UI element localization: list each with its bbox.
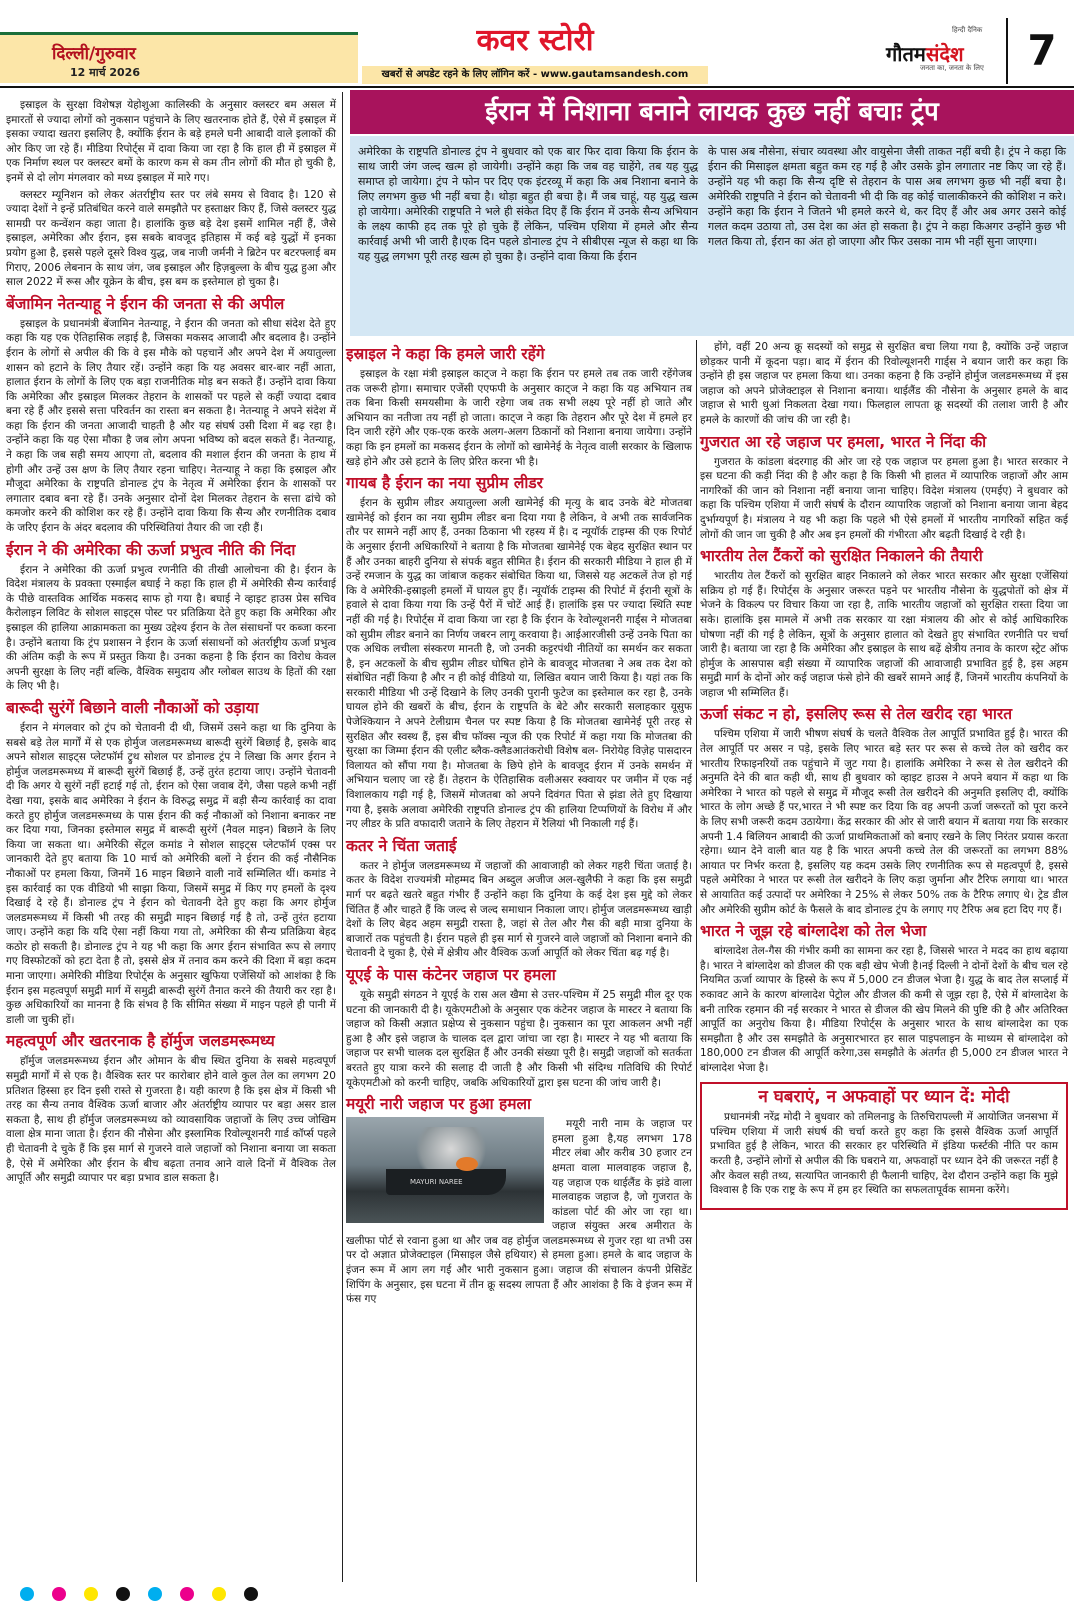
newspaper-logo (886, 40, 964, 67)
website-tagline[interactable]: खबरों से अपडेट रहने के लिए लॉगिन करें - www.gautamsandesh.com (362, 66, 708, 84)
subheading: गायब है ईरान का नया सुप्रीम लीडर (346, 474, 544, 493)
subheading: बेंजामिन नेतन्याहू ने ईरान की जनता से की अपील (6, 294, 285, 313)
ship-photo (346, 1117, 544, 1223)
subheading: भारतीय तेल टैंकरों को सुरक्षित निकालने की तैयारी (700, 547, 983, 566)
paragraph: इस्राइल के सुरक्षा विशेषज्ञ येहोशुआ कालिस्की के अनुसार क्लस्टर बम असल में इमारतों से ज्यादा लोगों को नुकसान पहुंचाने के लिए खतरनाक होते हैं, ऐसे में इस्राइल में इसका ज्यादा खतरा इसलिए है, क्योंकि ईरान के बड़े हमले घनी आबादी वाले इलाकों की ओर किए जा रहे हैं। मीडिया रिपोर्ट्स में दावा किया जा रहा है कि हाल ही में इस्राइल में एक निर्माण स्थल पर क्लस्टर बमों के कारण कम से कम तीन लोगों की मौत हो चुकी है, इनमें से दो लोग मंगलवार को मध्य इस्राइल में मारे गए। (6, 99, 336, 184)
subheading: यूएई के पास कंटेनर जहाज पर हमला (346, 965, 556, 984)
main-headline: ईरान में निशाना बनाने लायक कुछ नहीं बचाः ट्रंप (350, 90, 1074, 134)
paragraph: कतर ने होर्मुज जलडमरूमध्य में जहाजों की आवाजाही को लेकर गहरी चिंता जताई है। कतर के विदेश राज्यमंत्री मोहम्मद बिन अब्दुल अजीज अल-खुलैफी ने कहा कि इस समुद्री मार्ग पर बढ़ते खतरे बहुत गंभीर हैं उन्होंने कहा कि दुनिया के कई देश इस मुद्दे को लेकर चिंतित हैं और चाहते हैं कि जल्द से जल्द समाधान निकाला जाए। होर्मुज जलडमरूमध्य खाड़ी देशों के लिए बेहद अहम समुद्री रास्ता है, जहां से तेल और गैस की बड़ी मात्रा दुनिया के बाजारों तक पहुंचती है। ईरान पहले ही इस मार्ग से गुजरने वाले जहाजों को निशाना बनाने की चेतावनी दे चुका है, ऐसे में क्षेत्रीय और वैश्विक ऊर्जा आपूर्ति को लेकर चिंता बढ़ गई है। (346, 859, 692, 960)
magenta-dot (52, 1587, 66, 1601)
column-divider (696, 340, 697, 1582)
paragraph: हॉर्मुज जलडमरूमध्य ईरान और ओमान के बीच स्थित दुनिया के सबसे महत्वपूर्ण समुद्री मार्गों में से एक है। वैश्विक स्तर पर कारोबार होने वाले कुल तेल का लगभग 20 प्रतिशत हिस्सा हर दिन इसी रास्ते से गुजरता है। यही कारण है कि इस क्षेत्र में किसी भी तरह का सैन्य तनाव वैश्विक ऊर्जा बाजार और अंतर्राष्ट्रीय व्यापार पर बड़ा असर डाल सकता है, साथ ही हॉर्मुज जलडमरूमध्य को व्यावसायिक जहाजों के लिए उच्च जोखिम वाला क्षेत्र माना जाता है। ईरान की नौसेना और इस्लामिक रिवोल्यूशनरी गार्ड कॉर्प्स पहले ही चेतावनी दे चुके हैं कि इस मार्ग से गुजरने वाले जहाजों को निशाना बनाया जा सकता है, ऐसे में अमेरिका और ईरान के बीच बढ़ता तनाव आने वाले दिनों में वैश्विक तेल आपूर्ति और समुद्री व्यापार पर बड़ा प्रभाव डाल सकता है। (6, 1055, 336, 1185)
cyan-dot (20, 1587, 34, 1601)
yellow-dot (84, 1587, 98, 1601)
paragraph: पश्चिम एशिया में जारी भीषण संघर्ष के चलते वैश्विक तेल आपूर्ति प्रभावित हुई है। भारत की तेल आपूर्ति पर असर न पड़े, इसके लिए भारत बड़े स्तर पर रूस से कच्चे तेल को खरीद कर भारतीय रिफाइनरियों तक पहुंचाने में जुट गया है। हालांकि अमेरिका ने रूस से तेल खरीदने की अनुमति देने की बात कही थी, साथ ही बुधवार को व्हाइट हाउस ने अपने बयान में कहा था कि अमेरिका ने भारत को पहले से समुद्र में मौजूद रूसी तेल खरीदने की अनुमति इसलिए दी, क्योंकि भारत के लोग अच्छे हैं पर,भारत ने भी स्पष्ट कर दिया कि वह अपनी ऊर्जा जरूरतों को पूरा करने के लिए सभी जरूरी कदम उठायेगा। केंद्र सरकार की ओर से जारी बयान में बताया गया कि सरकार अपनी 1.4 बिलियन आबादी की ऊर्जा प्राथमिकताओं को बनाए रखने के लिए निरंतर प्रयास करता रहेगा। ध्यान देने वाली बात यह है कि भारत अपनी कच्चे तेल की जरूरतों का लगभग 88% आयात पर निर्भर करता है, इसलिए यह कदम उसके लिए रणनीतिक रूप से महत्वपूर्ण है, इससे पहले अमेरिका ने भारत पर रूसी तेल खरीदने के लिए कड़ा जुर्माना और टैरिफ लगाया था। भारत से आयातित कई उत्पादों पर अमेरिका ने 25% से लेकर 50% तक के टैरिफ लगाए थे। ट्रेड डील और अमेरिकी सुप्रीम कोर्ट के फैसले के बाद डोनाल्ड ट्रंप के लगाए गए टैरिफ अब हटा दिए गए हैं। (700, 728, 1068, 916)
box-paragraph: प्रधानमंत्री नरेंद्र मोदी ने बुधवार को तमिलनाडु के तिरुचिरापल्ली में आयोजित जनसभा में पश्चिम एशिया में जारी संघर्ष की चर्चा करते हुए कहा कि इससे वैश्विक ऊर्जा आपूर्ति प्रभावित हुई है लेकिन, भारत की सरकार हर परिस्थिति में इंडिया फर्स्टकी नीति पर काम करती है, उन्होंने लोगों से अपील की कि घबराने या, अफवाहों पर ध्यान देने की जरूरत नहीं है और केवल सही तथ्य, सत्यापित जानकारी ही फैलानी चाहिए, देश दौरान उन्होंने कहा कि मुझे विश्वास है कि एक राष्ट्र के रूप में हम हर स्थिति का सफलतापूर्वक सामना करेंगे। (710, 1111, 1058, 1197)
ship-name: MAYURI NAREE (410, 1178, 463, 1187)
subheading: गुजरात आ रहे जहाज पर हमला, भारत ने निंदा की (700, 432, 987, 451)
paragraph: होंगे, वहीं 20 अन्य क्रू सदस्यों को समुद्र से सुरक्षित बचा लिया गया है, क्योंकि उन्हें जहाज छोड़कर पानी में कूदना पड़ा। बाद में ईरान की रिवोल्यूशनरी गार्ड्स ने बयान जारी कर कहा कि उन्होंने ही इस जहाज पर हमला किया था। उनका कहना है कि उन्होंने होर्मुज जलडमरूमध्य में इस जहाज को अपने प्रोजेक्टाइल से निशाना बनाया। थाईलैंड की नौसेना के अनुसार हमले के बाद जहाज से भारी धुआं निकलता देखा गया। फिलहाल लापता क्रू सदस्यों की तलाश जारी है और हमले के कारणों की जांच की जा रही है। (700, 341, 1068, 426)
issue-date: 12 मार्च 2026 (70, 66, 140, 79)
date-strip (0, 32, 358, 83)
paragraph: गुजरात के कांडला बंदरगाह की ओर जा रहे एक जहाज पर हमला हुआ है। भारत सरकार ने इस घटना की कड़ी निंदा की है और कहा है कि किसी भी हालत में व्यापारिक जहाजों और आम नागरिकों की जान को निशाना नहीं बनाया जाना चाहिए। विदेश मंत्रालय (एमईए) ने बुधवार को कहा कि पश्चिम एशिया में जारी संघर्ष के दौरान व्यापारिक जहाजों को निशाना बनाया जाना बेहद दुर्भाग्यपूर्ण है। मंत्रालय ने यह भी कहा कि पहले भी ऐसे हमलों में भारतीय नागरिकों सहित कई लोगों की जान जा चुकी है और अब इन हमलों की गंभीरता और बढ़ती दिखाई दे रही है। (700, 455, 1068, 541)
paragraph: यूके समुद्री संगठन ने यूएई के रास अल खैमा से उत्तर-पश्चिम में 25 समुद्री मील दूर एक घटना की जानकारी दी है। यूकेएमटीओ के अनुसार एक कंटेनर जहाज के मास्टर ने बताया कि जहाज को किसी अज्ञात प्रक्षेप्य से नुकसान पहुंचा है। नुकसान का पूरा आकलन अभी नहीं हुआ है और इसे जहाज के चालक दल द्वारा जांचा जा रहा है। मास्टर ने यह भी बताया कि जहाज पर सभी चालक दल सुरक्षित हैं और उनकी संख्या पूरी है। समुद्री जहाजों को सतर्कता बरतते हुए यात्रा करने की सलाह दी जाती है और किसी भी संदिग्ध गतिविधि की रिपोर्ट यूकेएमटीओ को करनी चाहिए, जबकि अधिकारियों द्वारा इस घटना की जांच जारी है। (346, 988, 692, 1089)
subheading: महत्वपूर्ण और खतरनाक है हॉर्मुज जलडमरूमध्य (6, 1032, 275, 1051)
yellow-dot (212, 1587, 226, 1601)
column-1 (6, 98, 336, 1188)
lead-right: के पास अब नौसेना, संचार व्यवस्था और वायुसेना जैसी ताकत नहीं बची है। ट्रंप ने कहा कि ईरान की मिसाइल क्षमता बहुत कम रह गई है और उसके ड्रोन लगातार नष्ट किए जा रहे हैं। उन्होंने यह भी कहा कि सैन्य दृष्टि से तेहरान के पास अब लगभग कुछ भी नहीं बचा है।अमेरिकी राष्ट्रपति ने ईरान को चेतावनी भी दी कि वह कोई चालाकीकरने की कोशिश न करे। उन्होंने कहा कि ईरान ने जितने भी हमले करने थे, कर दिए हैं और अब अगर उसने कोई गलत कदम उठाया तो, उस देश का अंत हो सकता है। ट्रंप ने कहा किअगर उन्होंने कुछ भी गलत किया तो, ईरान का अंत हो जाएगा और फिर उसका नाम भी नहीं सुना जाएगा। (708, 145, 1066, 248)
subheading: इस्राइल ने कहा कि हमले जारी रहेंगे (346, 345, 545, 363)
paragraph: मयूरी नारी नाम के जहाज पर हमला हुआ है,यह लगभग 178 मीटर लंबा और करीब 30 हजार टन क्षमता वाला मालवाहक जहाज है, यह जहाज एक थाईलैंड के झंडे वाला मालवाहक जहाज है, जो गुजरात के कांडला पोर्ट की ओर जा रहा था। जहाज संयुक्त अरब अमीरात के खलीफा पोर्ट से रवाना हुआ था और जब वह होर्मुज जलडमरूमध्य से गुजर रहा था तभी उस पर दो अज्ञात प्रोजेक्टाइल (मिसाइल जैसे हथियार) से हमला हुआ। हमले के बाद जहाज के इंजन रूम में आग लग गई और भारी नुकसान हुआ। जहाज की संचालन कंपनी प्रेसिडेंट शिपिंग के अनुसार, इस घटना में तीन क्रू सदस्य लापता हैं और आशंका है कि वे इंजन रूम में फंस गए (346, 1118, 692, 1306)
paragraph: भारतीय तेल टैंकरों को सुरक्षित बाहर निकालने को लेकर भारत सरकार और सुरक्षा एजेंसियां सक्रिय हो गई हैं। रिपोर्ट्स के अनुसार जरूरत पड़ने पर भारतीय नौसेना के युद्धपोतों को क्षेत्र में भेजने के विकल्प पर विचार किया जा रहा है, ताकि भारतीय जहाजों को सुरक्षित रास्ता दिया जा सके। हालांकि इस मामले में अभी तक सरकार या रक्षा मंत्रालय की ओर से कोई आधिकारिक घोषणा नहीं की गई है लेकिन, सूत्रों के अनुसार हालात को देखते हुए संभावित रणनीति पर चर्चा जारी है। बताया जा रहा है कि अमेरिका और इस्राइल के साथ बढ़ें क्षेत्रीय तनाव के कारण स्ट्रेट ऑफ होर्मुज के आसपास बड़ी संख्या में व्यापारिक जहाजों की आवाजाही प्रभावित हुई है, इस अहम समुद्री मार्ग के दोनों ओर कई जहाज फंसे होने की खबरें सामने आई हैं, जिनमें भारतीय कंपनियों के जहाज भी सम्मिलित हैं। (700, 570, 1068, 699)
paragraph: बांग्लादेश तेल-गैस की गंभीर कमी का सामना कर रहा है, जिससे भारत ने मदद का हाथ बढ़ाया है। भारत ने बांग्लादेश को डीजल की एक बड़ी खेप भेजी है।नई दिल्ली ने दोनों देशों के बीच चल रहे नियमित ऊर्जा व्यापार के हिस्से के रूप में 5,000 टन डीजल भेजा है। युद्ध के बाद तेल सप्लाई में रुकावट आने के कारण बांग्लादेश पेट्रोल और डीजल की कमी से जूझ रहा है, ऐसे में बांग्लादेश के बनी तारिक रहमान की नई सरकार ने भारत से डीजल की खेप मिलने की पुष्टि की है और अतिरिक्त आपूर्ति का अनुरोध किया है। मीडिया रिपोर्ट्स के अनुसार भारत के साथ बांग्लादेश का एक समझौता है और उस समझौते के अनुसारभारत हर साल पाइपलाइन के माध्यम से बांग्लादेश को 180,000 टन डीजल की आपूर्ति करेगा,उस समझौते के अंतर्गत ही 5,000 टन डीजल भारत ने बांग्लादेश भेजा है। (700, 945, 1068, 1074)
paragraph: ईरान ने अमेरिका की ऊर्जा प्रभुत्व रणनीति की तीखी आलोचना की है। ईरान के विदेश मंत्रालय के प्रवक्ता एस्माईल बघाई ने कहा कि हाल ही में अमेरिकी सैन्य कार्रवाई के पीछे वास्तविक आर्थिक मकसद साफ हो गया है। बघाई ने व्हाइट हाउस प्रेस सचिव कैरोलाइन लिविट के सोशल साइट्स पोस्ट पर प्रतिक्रिया देते हुए कहा कि अमेरिका और इस्राइल की हालिया आक्रामकता का मुख्य उद्देश्य ईरान के तेल संसाधनों पर कब्जा करना है। उन्होंने बताया कि ट्रंप प्रशासन ने ईरान के ऊर्जा संसाधनों को अंतर्राष्ट्रीय ऊर्जा प्रभुत्व की अंतिम कड़ी के रूप में प्रस्तुत किया है। उनका कहना है कि ईरान का विरोध केवल अपनी सुरक्षा के लिए नहीं बल्कि, वैश्विक समुदाय और ग्लोबल साउथ के हितों की रक्षा के लिए भी है। (6, 563, 336, 693)
paragraph: ईरान के सुप्रीम लीडर अयातुल्ला अली खामेनेई की मृत्यु के बाद उनके बेटे मोजतबा खामेनेई को ईरान का नया सुप्रीम लीडर बना दिया गया है लेकिन, वे अभी तक सार्वजनिक तौर पर सामने नहीं आए हैं, उनका ठिकाना भी रहस्य में है। द न्यूयॉर्क टाइम्स की एक रिपोर्ट के अनुसार ईरानी अधिकारियों ने बताया है कि मोजतबा खामेनेई एक बेहद सुरक्षित स्थान पर हैं और उनका बाहरी दुनिया से संपर्क बहुत सीमित है। ईरान की सरकारी मीडिया ने हाल ही में उन्हें रमजान के युद्ध का जांबाज कहकर संबोधित किया था, जिससे यह अटकलें तेज हो गई कि वे अमेरिकी-इस्राइली हमलों में घायल हुए हैं। न्यूयॉर्क टाइम्स की रिपोर्ट में ईरानी सूत्रों के हवाले से दावा किया गया कि उन्हें पैरों में चोटें आई हैं। हालांकि इस पर ज्यादा स्थिति स्पष्ट नहीं की गई है। रिपोर्ट्स में दावा किया जा रहा है कि ईरान के रेवोल्यूशनरी गार्ड्स ने मोजतबा को सुप्रीम लीडर बनाने का निर्णय जबरन लागू करवाया है। आईआरजीसी उन्हें उनके पिता का एक अधिक लचीला संस्करण मानती है, जो उनकी कट्टरपंथी नीतियों का समर्थन कर सकता है, इन अटकलों के बीच सुप्रीम लीडर घोषित होने के बावजूद मोजतबा ने अब तक देश को संबोधित नहीं किया है और न ही कोई वीडियो या, लिखित बयान जारी किया है। यहां तक कि सरकारी मीडिया भी उन्हें दिखाने के लिए उनकी पुरानी फुटेज का इस्तेमाल कर रहा है, उनके घायल होने की खबरों के बीच, ईरान के राष्ट्रपति के बेटे और सरकारी सलाहकार यूसुफ पेजेश्कियान ने अपने टेलीग्राम चैनल पर स्पष्ट किया है कि मोजतबा खामेनेई पूरी तरह से सुरक्षित और स्वस्थ हैं, इस बीच फॉक्स न्यूज की एक रिपोर्ट में कहा गया कि मोजतबा की सुरक्षा का जिम्मा ईरान की एलीट ब्लैक-क्लैडआतंकरोधी विशेष बल- निरोयेह विज़ेह पासदारन विलायत को सौंपा गया है। मोजतबा के छिपे होने के बावजूद ईरान में उनके समर्थन में अभियान चलाए जा रहे हैं। तेहरान के ऐतिहासिक वलीअसर स्क्वायर पर जमीन में एक नई विशालकाय गढ़ी गई है, जिसमें मोजतबा को अपने दिवंगत पिता से झंडा लेते हुए दिखाया गया है, इसके अलावा अमेरिकी राष्ट्रपति डोनाल्ड ट्रंप की हालिया टिप्पणियों के विरोध में और नए लीडर के प्रति वफादारी जताने के लिए तेहरान में रैलियां भी निकाली गई हैं। (346, 497, 692, 831)
black-dot (116, 1587, 130, 1601)
logo-part-1: गौतम (886, 42, 926, 66)
lead-left: अमेरिका के राष्ट्रपति डोनाल्ड ट्रंप ने बुधवार को एक बार फिर दावा किया कि ईरान के साथ जारी जंग जल्द खत्म हो जायेगी। उन्होंने कहा कि जब वह चाहेंगे, तब यह युद्ध समाप्त हो जायेगा। ट्रंप ने फोन पर दिए एक इंटरव्यू में कहा कि अब निशाना बनाने के लिए लगभग कुछ भी नहीं बचा है। थोड़ा बहुत ही बचा है। मैं जब चाहूं, यह युद्ध खत्म हो जायेगा। अमेरिकी राष्ट्रपति ने भले ही संकेत दिए हैं कि ईरान में उनके सैन्य अभियान के लक्ष्य काफी हद तक पूरे हो चुके हैं लेकिन, पश्चिम एशिया में हमले और सैन्य कार्रवाई अभी भी जारी है।एक दिन पहले डोनाल्ड ट्रंप ने सीबीएस न्यूज से कहा था कि यह युद्ध लगभग पूरी तरह खत्म हो चुका है। उन्होंने दावा किया कि ईरान (358, 145, 698, 263)
smoke-shape (406, 1127, 496, 1171)
subheading: ऊर्जा संकट न हो, इसलिए रूस से तेल खरीद रहा भारत (700, 705, 1013, 724)
logo-prefix: हिन्दी दैनिक (952, 26, 983, 34)
column-2 (346, 340, 692, 1309)
logo-subtitle: जनता का, जनता के लिए (920, 64, 984, 72)
subheading: कतर ने चिंता जताई (346, 836, 457, 855)
column-3 (700, 340, 1068, 1210)
magenta-dot (180, 1587, 194, 1601)
city-day: दिल्ली/गुरुवार (52, 44, 136, 64)
subheading: मयूरी नारी जहाज पर हुआ हमला (346, 1095, 532, 1114)
section-title: कवर स्टोरी (476, 23, 594, 58)
column-divider (342, 92, 343, 1582)
paragraph: ईरान ने मंगलवार को ट्रंप को चेतावनी दी थी, जिसमें उसने कहा था कि दुनिया के सबसे बड़े तेल मार्गों में से एक होर्मुज जलडमरूमध्य बारूदी सुरंगें बिछाई है, इसके बाद अपने सोशल साइट्स प्लेटफॉर्म ट्रुथ सोशल पर डोनाल्ड ट्रंप ने लिखा कि अगर ईरान ने होर्मुज जलडमरूमध्य में बारूदी सुरंगें बिछाई हैं, उन्हें तुरंत हटाया जाए। उन्होंने चेतावनी दी कि अगर ये सुरंगें नहीं हटाई गई तो, ईरान को ऐसा जवाब देंगे, जैसा पहले कभी नहीं देखा गया, इसके बाद अमेरिका ने ईरान के विरुद्ध समुद्र में बड़ी सैन्य कार्रवाई का दावा करते हुए होर्मुज जलडमरूमध्य के पास ईरान की कई नौकाओं को निशाना बनाकर नष्ट कर दिया गया, जिनका इस्तेमाल समुद्र में बारूदी सुरंगें (नैवल माइन) बिछाने के लिए किया जा सकता था। अमेरिकी सेंट्रल कमांड ने सोशल साइट्स प्लेटफॉर्म एक्स पर जानकारी देते हुए बताया कि 10 मार्च को अमेरिकी बलों ने ईरान की कई नौसैनिक नौकाओं पर हमला किया, जिनमें 16 माइन बिछाने वाली नावें सम्मिलित थीं। कमांड ने इस कार्रवाई का एक वीडियो भी साझा किया, जिसमें समुद्र में किए गए हमलों के दृश्य दिखाई दे रहे हैं। डोनाल्ड ट्रंप ने ईरान को चेतावनी देते हुए कहा कि अगर होर्मुज जलडमरूमध्य में किसी भी तरह की समुद्री माइन बिछाई गई है तो, उन्हें तुरंत हटाया जाए। उन्होंने कहा कि यदि ऐसा नहीं किया गया तो, अमेरिका की सैन्य प्रतिक्रिया बेहद कठोर हो सकती है। डोनाल्ड ट्रंप ने यह भी कहा कि अगर ईरान संभावित रूप से लगाए गए विस्फोटकों को हटा देता है तो, इससे क्षेत्र में तनाव कम करने की दिशा में बड़ा कदम माना जाएगा। अमेरिकी मीडिया रिपोर्ट्स के अनुसार खुफिया एजेंसियों को आशंका है कि ईरान इस महत्वपूर्ण समुद्री मार्ग में समुद्री बारूदी सुरंगें तैनात करने की तैयारी कर रहा है। कुछ अधिकारियों का मानना है कि संभव है कि सीमित संख्या में माइन पहले ही पानी में डाली जा चुकी हों। (6, 721, 336, 1026)
cyan-dot (148, 1587, 162, 1601)
print-registration-marks (0, 1586, 1074, 1600)
subheading: ईरान ने की अमेरिका की ऊर्जा प्रभुत्व नीति की निंदा (6, 540, 296, 559)
lead-story (350, 136, 1074, 336)
page-number: 7 (1006, 18, 1074, 84)
subheading: भारत ने जूझ रहे बांग्लादेश को तेल भेजा (700, 922, 927, 941)
black-dot (244, 1587, 258, 1601)
header-divider (0, 86, 1074, 88)
paragraph: इस्राइल के रक्षा मंत्री इस्राइल काट्ज ने कहा कि ईरान पर हमले तब तक जारी रहेंगेजब तक जरूरी होगा। समाचार एजेंसी एएफपी के अनुसार काट्ज ने कहा कि यह अभियान तब तक बिना किसी समयसीमा के जारी रहेगा जब तक सभी लक्ष्य पूरे नहीं हो जाते और अभियान का नतीजा तय नहीं हो जाता। काट्ज ने कहा कि तेहरान और पूरे देश में हमले हर दिन जारी रहेंगे और एक-एक करके अलग-अलग ठिकानों को निशाना बनाया जायेगा। उन्होंने कहा कि इन हमलों का मकसद ईरान के लोगों को खामेनेई के नेतृत्व वाली सरकार के खिलाफ खड़े होने और उसे हटाने के लिए प्रेरित करना भी है। (346, 368, 692, 468)
paragraph: क्लस्टर म्यूनिशन को लेकर अंतर्राष्ट्रीय स्तर पर लंबे समय से विवाद है। 120 से ज्यादा देशों ने इन्हें प्रतिबंधित करने वाले समझौते पर हस्ताक्षर किए हैं, जिसे क्लस्टर युद्ध सामग्री पर कन्वेंशन कहा जाता है। हालांकि कुछ बड़े देश इसमें शामिल नहीं हैं, जैसे इस्राइल, अमेरिका और ईरान, इस सबके बावजूद इतिहास में कई बड़े युद्धों में इनका प्रयोग हुआ है, इससे पहले दूसरे विश्व युद्ध, जब नाजी जर्मनी ने ब्रिटेन पर बटरफ्लाई बम गिराए, 2006 लेबनान के साथ जंग, जब इस्राइल और हिज़बुल्ला के बीच युद्ध हुआ और साल 2022 में रूस और यूक्रेन के बीच, इस बम क इस्तेमाल हो चुका है। (6, 188, 336, 289)
box-title: न घबराएं, न अफवाहों पर ध्यान दें: मोदी (758, 1086, 1010, 1107)
modi-box (700, 1082, 1068, 1210)
subheading: बारूदी सुरंगें बिछाने वाली नौकाओं को उड़ाया (6, 698, 259, 717)
paragraph: इस्राइल के प्रधानमंत्री बेंजामिन नेतन्याहू, ने ईरान की जनता को सीधा संदेश देते हुए कहा कि यह एक ऐतिहासिक लड़ाई है, जिसका मकसद आजादी और बदलाव है। उन्होंने ईरान के लोगों से अपील की कि वे इस मौके को पहचानें और अपने देश में अयातुल्ला शासन को हटाने के लिए तैयार रहें। उन्होंने कहा कि यह अवसर बार-बार नहीं आता, हालात ईरान के लोगों के लिए एक बड़ा राजनीतिक मोड़ बन सकते हैं। उन्होंने दावा किया कि अमेरिका और इस्राइल मिलकर तेहरान के शासकों पर पहले से कहीं ज्यादा दबाव बना रहे हैं और इससे सत्ता परिवर्तन का रास्ता बन सकता है। नेतन्याहू ने अपने संदेश में कहा कि ईरान की जनता आजादी चाहती है और यह संघर्ष उसी दिशा में बढ़ रहा है। उन्होंने कहा कि यह ऐसा मौका है जब लोग अपना भविष्य को बदल सकते हैं। नेतन्याहू, ने कहा कि जब सही समय आएगा तो, बदलाव की मशाल ईरान की जनता के हाथ में होगी और उन्हें उस क्षण के लिए तैयार रहना चाहिए। नेतन्याहू ने कहा कि इस्राइल और मौजूदा अमेरिका के राष्ट्रपति डोनाल्ड ट्रंप के नेतृत्व में अमेरिका ईरान के शासकों पर लगातार दबाव बना रहे हैं। उनके अनुसार दोनों देश मिलकर तेहरान के सत्ता ढांचे को कमजोर करने की कोशिश कर रहे हैं। उन्होंने दावा किया कि सैन्य और रणनीतिक दबाव के जरिए ईरान के अंदर बदलाव की परिस्थितियां तैयार की जा रही हैं। (6, 317, 336, 535)
logo-part-2: संदेश (925, 42, 964, 66)
